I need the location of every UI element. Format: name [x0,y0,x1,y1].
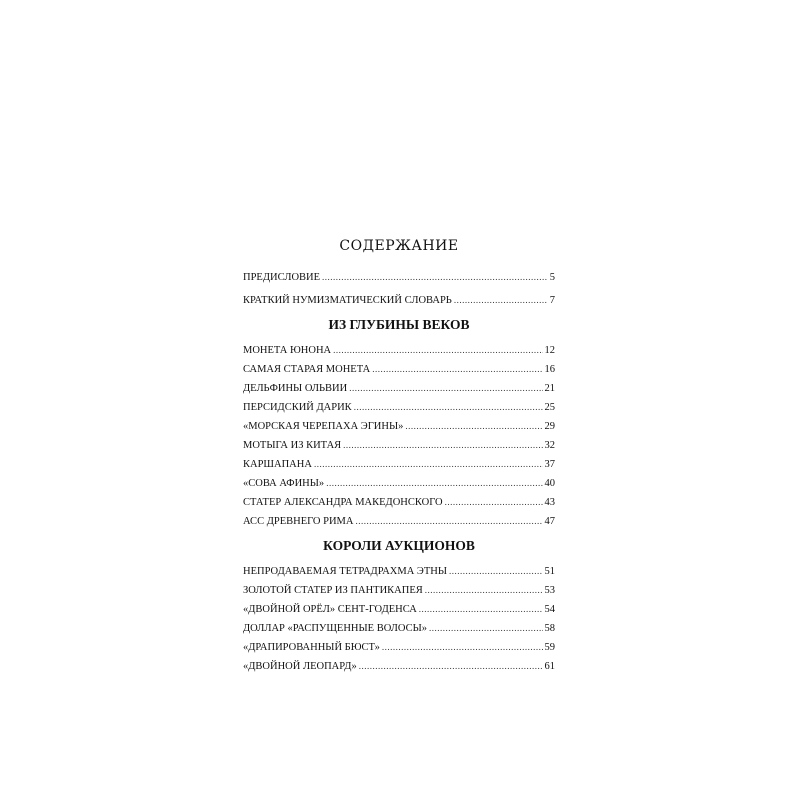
toc-entry-page: 43 [544,497,555,508]
toc-entry [243,659,555,673]
toc-section [243,536,555,673]
toc-entry-label: МОТЫГА ИЗ КИТАЯ [243,440,342,451]
toc-entry-label: АСС ДРЕВНЕГО РИМА [243,516,354,527]
leader-dots [405,419,542,433]
section-title: КОРОЛИ АУКЦИОНОВ [323,538,475,553]
toc-entry [243,457,555,471]
toc-entry-page: 61 [544,661,555,672]
toc-entry-label: ДЕЛЬФИНЫ ОЛЬВИИ [243,383,348,394]
toc-entry-page: 21 [544,383,555,394]
toc-entry [243,381,555,395]
table-of-contents [243,236,555,673]
toc-entry-label: «ДРАПИРОВАННЫЙ БЮСТ» [243,642,380,653]
toc-entry-label: «СОВА АФИНЫ» [243,478,325,489]
toc-entry-page: 29 [544,421,555,432]
leader-dots [445,495,543,509]
toc-entry [243,621,555,635]
toc-entry-page: 59 [544,642,555,653]
toc-entry-page: 5 [549,272,555,283]
toc-entry-page: 58 [544,623,555,634]
section-entries [243,564,555,673]
toc-entry [243,293,555,307]
toc-entry-label: КРАТКИЙ НУМИЗМАТИЧЕСКИЙ СЛОВАРЬ [243,295,452,306]
toc-entry-label: ЗОЛОТОЙ СТАТЕР ИЗ ПАНТИКАПЕЯ [243,585,423,596]
leader-dots [349,381,542,395]
toc-entry-label: «МОРСКАЯ ЧЕРЕПАХА ЭГИНЫ» [243,421,404,432]
leader-dots [326,476,542,490]
leader-dots [372,362,542,376]
toc-entry [243,495,555,509]
toc-entry-label: ДОЛЛАР «РАСПУЩЕННЫЕ ВОЛОСЫ» [243,623,428,634]
leader-dots [322,270,548,284]
toc-entry-page: 54 [544,604,555,615]
leader-dots [429,621,542,635]
toc-entry [243,640,555,654]
toc-entry-page: 7 [549,295,555,306]
toc-section [243,315,555,528]
leader-dots [359,659,543,673]
toc-entry-label: НЕПРОДАВАЕМАЯ ТЕТРАДРАХМА ЭТНЫ [243,566,448,577]
section-entries [243,343,555,528]
toc-entry-label: СТАТЕР АЛЕКСАНДРА МАКЕДОНСКОГО [243,497,443,508]
toc-entry-label: «ДВОЙНОЙ ЛЕОПАРД» [243,661,357,672]
toc-entry [243,476,555,490]
toc-entry-label: МОНЕТА ЮНОНА [243,345,332,356]
toc-entry [243,438,555,452]
toc-entry [243,602,555,616]
leader-dots [354,400,543,414]
toc-entry-page: 32 [544,440,555,451]
leader-dots [355,514,542,528]
leader-dots [419,602,543,616]
toc-entry [243,270,555,284]
leader-dots [454,293,548,307]
leader-dots [314,457,543,471]
toc-intro [243,270,555,307]
toc-entry [243,343,555,357]
toc-entry-label: «ДВОЙНОЙ ОРЁЛ» СЕНТ-ГОДЕНСА [243,604,417,615]
toc-entry [243,400,555,414]
toc-entry-page: 51 [544,566,555,577]
toc-entry-page: 53 [544,585,555,596]
toc-entry [243,514,555,528]
toc-title: СОДЕРЖАНИЕ [339,238,459,254]
leader-dots [425,583,543,597]
leader-dots [343,438,542,452]
toc-entry [243,583,555,597]
toc-entry-page: 40 [544,478,555,489]
toc-entry-label: ПЕРСИДСКИЙ ДАРИК [243,402,352,413]
toc-entry [243,362,555,376]
toc-entry-page: 12 [544,345,555,356]
toc-entry-page: 37 [544,459,555,470]
toc-entry-page: 16 [544,364,555,375]
toc-entry-page: 47 [544,516,555,527]
section-title: ИЗ ГЛУБИНЫ ВЕКОВ [328,317,470,332]
toc-entry-label: КАРШАПАНА [243,459,312,470]
leader-dots [449,564,542,578]
toc-entry [243,564,555,578]
leader-dots [333,343,542,357]
toc-entry-label: ПРЕДИСЛОВИЕ [243,272,321,283]
toc-entry [243,419,555,433]
leader-dots [382,640,543,654]
toc-entry-page: 25 [544,402,555,413]
toc-entry-label: САМАЯ СТАРАЯ МОНЕТА [243,364,371,375]
